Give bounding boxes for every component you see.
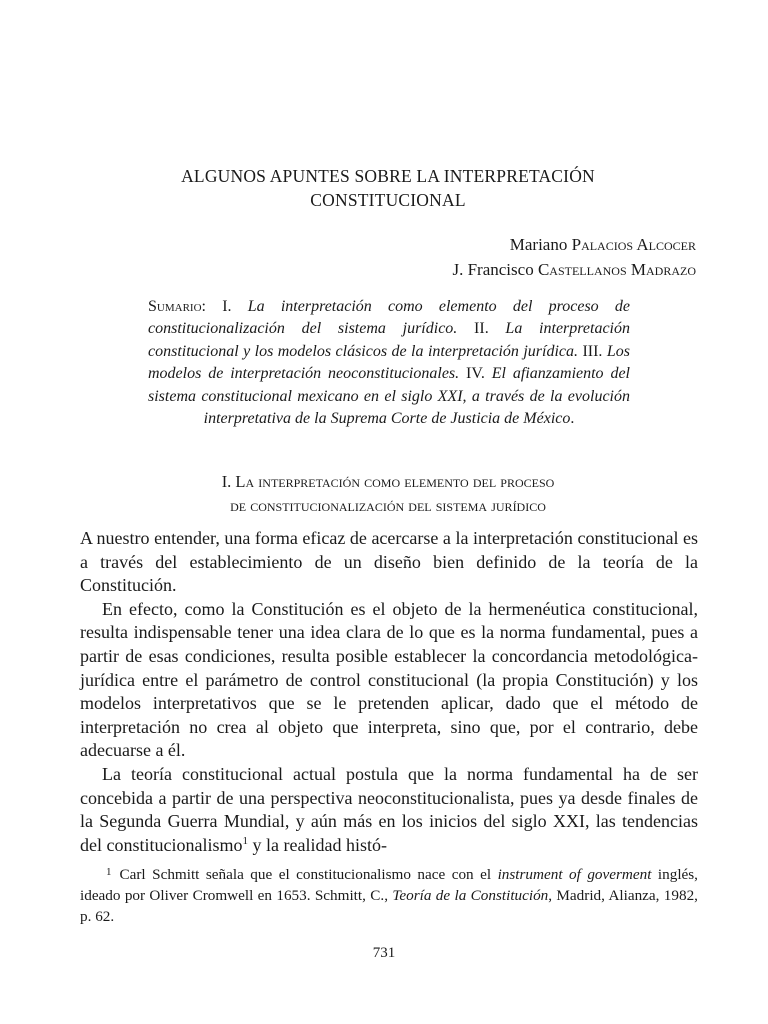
summary-item-1: La interpretación como elemento del proceso de constitucionalización del sistema jurídico. bbox=[148, 298, 630, 338]
section-heading-line-2: de constitucionalización del sistema jurídico bbox=[230, 496, 546, 515]
summary-num-2: II. bbox=[457, 320, 506, 338]
title-line-2: CONSTITUCIONAL bbox=[310, 190, 466, 210]
summary-num-4: IV. bbox=[459, 365, 492, 383]
footnote bbox=[80, 862, 698, 927]
section-heading-line-1: I. La interpretación como elemento del proceso bbox=[221, 472, 555, 491]
summary-end: . bbox=[570, 410, 575, 428]
summary-item-4: El afianzamiento del sistema constitucional mexicano en el siglo XXI, a través de la evolución interpretativa de la Suprema Corte de Justicia de México bbox=[148, 365, 631, 428]
section-heading bbox=[80, 470, 696, 518]
page-number: 731 bbox=[372, 945, 396, 961]
author-1-last: Palacios Alcocer bbox=[571, 235, 696, 254]
body-text bbox=[80, 527, 698, 857]
summary-label: Sumario: bbox=[148, 298, 223, 315]
article-title bbox=[80, 164, 696, 212]
footnote-text-b: instrument of goverment bbox=[497, 866, 652, 883]
summary-item-2: La interpretación constitucional y los modelos clásicos de la interpretación jurídica. bbox=[148, 320, 630, 360]
author-block bbox=[452, 232, 696, 282]
footnote-text-d: Teoría de la Constitución bbox=[392, 887, 549, 904]
title-line-1: ALGUNOS APUNTES SOBRE LA INTERPRETACIÓN bbox=[181, 166, 595, 186]
footnote-text-c: inglés, ideado por Oliver Cromwell en 1653. Schmitt, C., bbox=[80, 866, 698, 904]
paragraph-3-text: La teoría constitucional actual postula que la norma fundamental ha de ser concebida a partir de una perspectiva neoconstitucionalista, pues ya desde finales de la Segunda Guerra Mundial, y aún más en los inicios del siglo XXI, las tendencias del constitucionalismo bbox=[80, 763, 698, 855]
summary-block bbox=[148, 296, 630, 430]
footnote-number: 1 bbox=[106, 866, 112, 878]
author-2 bbox=[452, 257, 696, 282]
author-1-first: Mariano bbox=[509, 235, 572, 254]
summary-num-1: I. bbox=[222, 298, 248, 315]
paragraph-3 bbox=[80, 763, 698, 857]
author-1 bbox=[452, 232, 696, 257]
paragraph-1: A nuestro entender, una forma eficaz de acercarse a la interpretación constitucional es a través del establecimiento de un diseño bien definido de la teoría de la Constitución. bbox=[80, 528, 698, 596]
paragraph-3-end: y la realidad histó- bbox=[247, 834, 387, 855]
footnote-ref: 1 bbox=[242, 834, 248, 847]
summary-item-3: Los modelos de interpretación neoconstitucionales. bbox=[148, 342, 630, 383]
footnote-text-a: Carl Schmitt señala que el constitucionalismo nace con el bbox=[119, 866, 498, 883]
author-2-first: J. Francisco bbox=[452, 260, 538, 279]
author-2-last: Castellanos Madrazo bbox=[537, 260, 696, 279]
footnote-text-e: , Madrid, Alianza, 1982, p. 62. bbox=[80, 887, 698, 925]
paragraph-2: En efecto, como la Constitución es el objeto de la hermenéutica constitucional, resulta indispensable tener una idea clara de lo que es la norma fundamental, pues a partir de esas condiciones, resulta posible establecer la concordancia metodológica-jurídica entre el parámetro de control constitucional (la propia Constitución) y los modelos interpretativos que se le pretenden aplicar, dado que el método de interpretación no crea al objeto que interpreta, sino que, por el contrario, debe adecuarse a él. bbox=[80, 598, 698, 761]
summary-num-3: III. bbox=[578, 342, 607, 360]
